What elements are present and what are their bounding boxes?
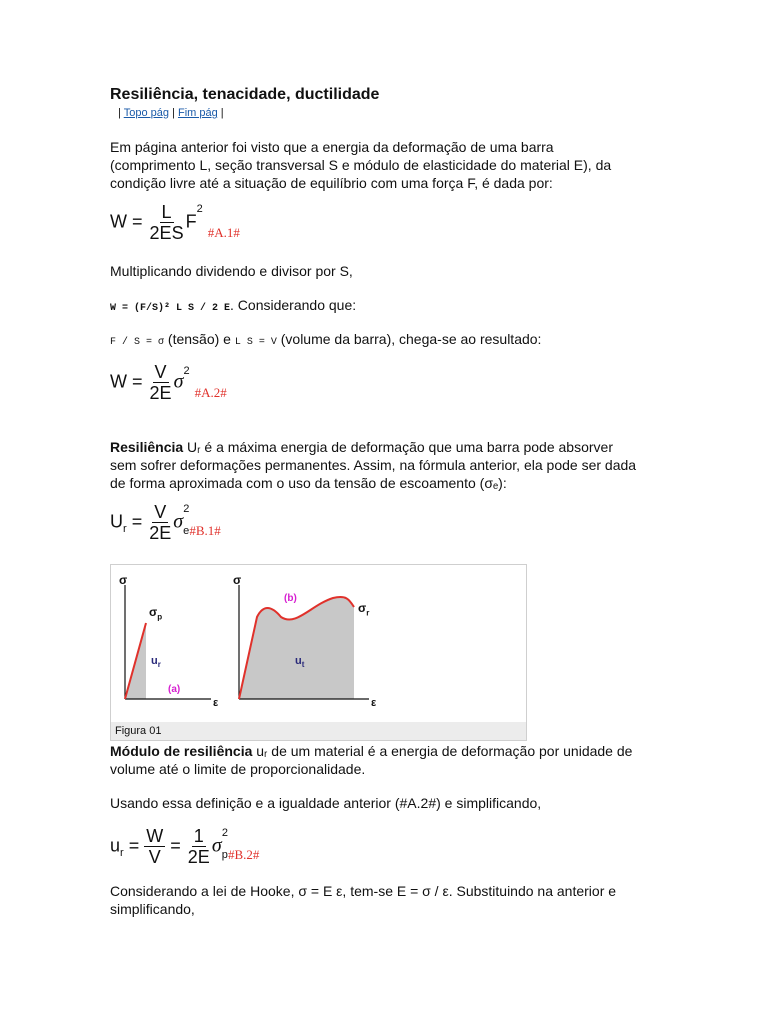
equation-a2: W = $\frac{V}{2E}$ $\sigma^2$ $_{\#A.2\#}$ [110, 362, 227, 403]
equation-tag: #B.2# [227, 847, 260, 863]
equation-tag: #A.1# [207, 225, 240, 241]
stress-strain-diagrams [111, 565, 526, 722]
paragraph-definition: Usando essa definição e a igualdade anterior (#A.2#) e simplificando, [110, 795, 542, 811]
nav-separator: | [118, 107, 121, 119]
equation-tag: #B.1# [189, 523, 221, 539]
area-label: $u_r$ [151, 655, 161, 670]
paragraph-intro: Em página anterior foi visto que a energia da deformação de uma barra (comprimento L, seção transversal S e módulo de elasticidade do material E), da condição livre até a situação de equilíbrio com uma força F, é dada por: [110, 139, 612, 191]
paragraph-resiliencia: Resiliência Uᵣ é a máxima energia de deformação que uma barra pode absorver sem sofrer deformações permanentes. Assim, na fórmula anterior, ela pode ser dada de forma aproximada com o uso da tensão de escoamento (σₑ): [110, 439, 637, 491]
topo-pag-link[interactable]: Topo pág [123, 107, 169, 119]
area-label: $u_t$ [295, 655, 305, 670]
formula-line-2: F / S = σ (tensão) e L S = V (volume da barra), chega-se ao resultado: [110, 331, 542, 348]
equation-b2: $u_r$ = $\frac{W}{V}$ = $\frac{1}{2E}$ $\sigma_p^2_{\#B.2\#}$ [110, 826, 260, 867]
paragraph-multiply: Multiplicando dividendo e divisor por S, [110, 263, 353, 279]
x-axis-label: ε [371, 697, 377, 709]
figure-caption: Figura 01 [111, 722, 526, 740]
paragraph-hooke: Considerando a lei de Hooke, σ = E ε, tem-se E = σ / ε. Substituindo na anterior e simplificando, [110, 883, 617, 917]
peak-label: $\sigma_r$ [358, 601, 370, 618]
fim-pag-link[interactable]: Fim pág [177, 107, 218, 119]
equation-b1: $U_r$ = $\frac{V}{2E}$ $\sigma_e^2_{\#B.1\#}$ [110, 502, 221, 543]
page-nav [118, 107, 224, 119]
x-axis-label: ε [213, 697, 219, 709]
page-title: Resiliência, tenacidade, ductilidade [110, 86, 380, 103]
figure-stress-strain [110, 564, 527, 741]
equation-a1: W = $\frac{L}{2ES}$ $F^2$ $_{\#A.1\#}$ [110, 202, 240, 243]
nav-separator: | [220, 107, 224, 119]
y-axis-label: σ [233, 573, 242, 587]
area-ut-fill [239, 597, 354, 699]
paragraph-modulo-resiliencia: Módulo de resiliência uᵣ de um material é a energia de deformação por unidade de volume até o limite de proporcionalidade. [110, 743, 633, 777]
equation-tag: #A.2# [194, 385, 227, 401]
diagram-tag: (a) [168, 684, 181, 695]
y-axis-label: σ [119, 573, 128, 587]
nav-separator: | [172, 107, 175, 119]
peak-label: $\sigma_p$ [149, 605, 163, 622]
diagram-tag: (b) [284, 593, 297, 604]
formula-line-1: W = (F/S)² L S / 2 E. Considerando que: [110, 297, 357, 314]
